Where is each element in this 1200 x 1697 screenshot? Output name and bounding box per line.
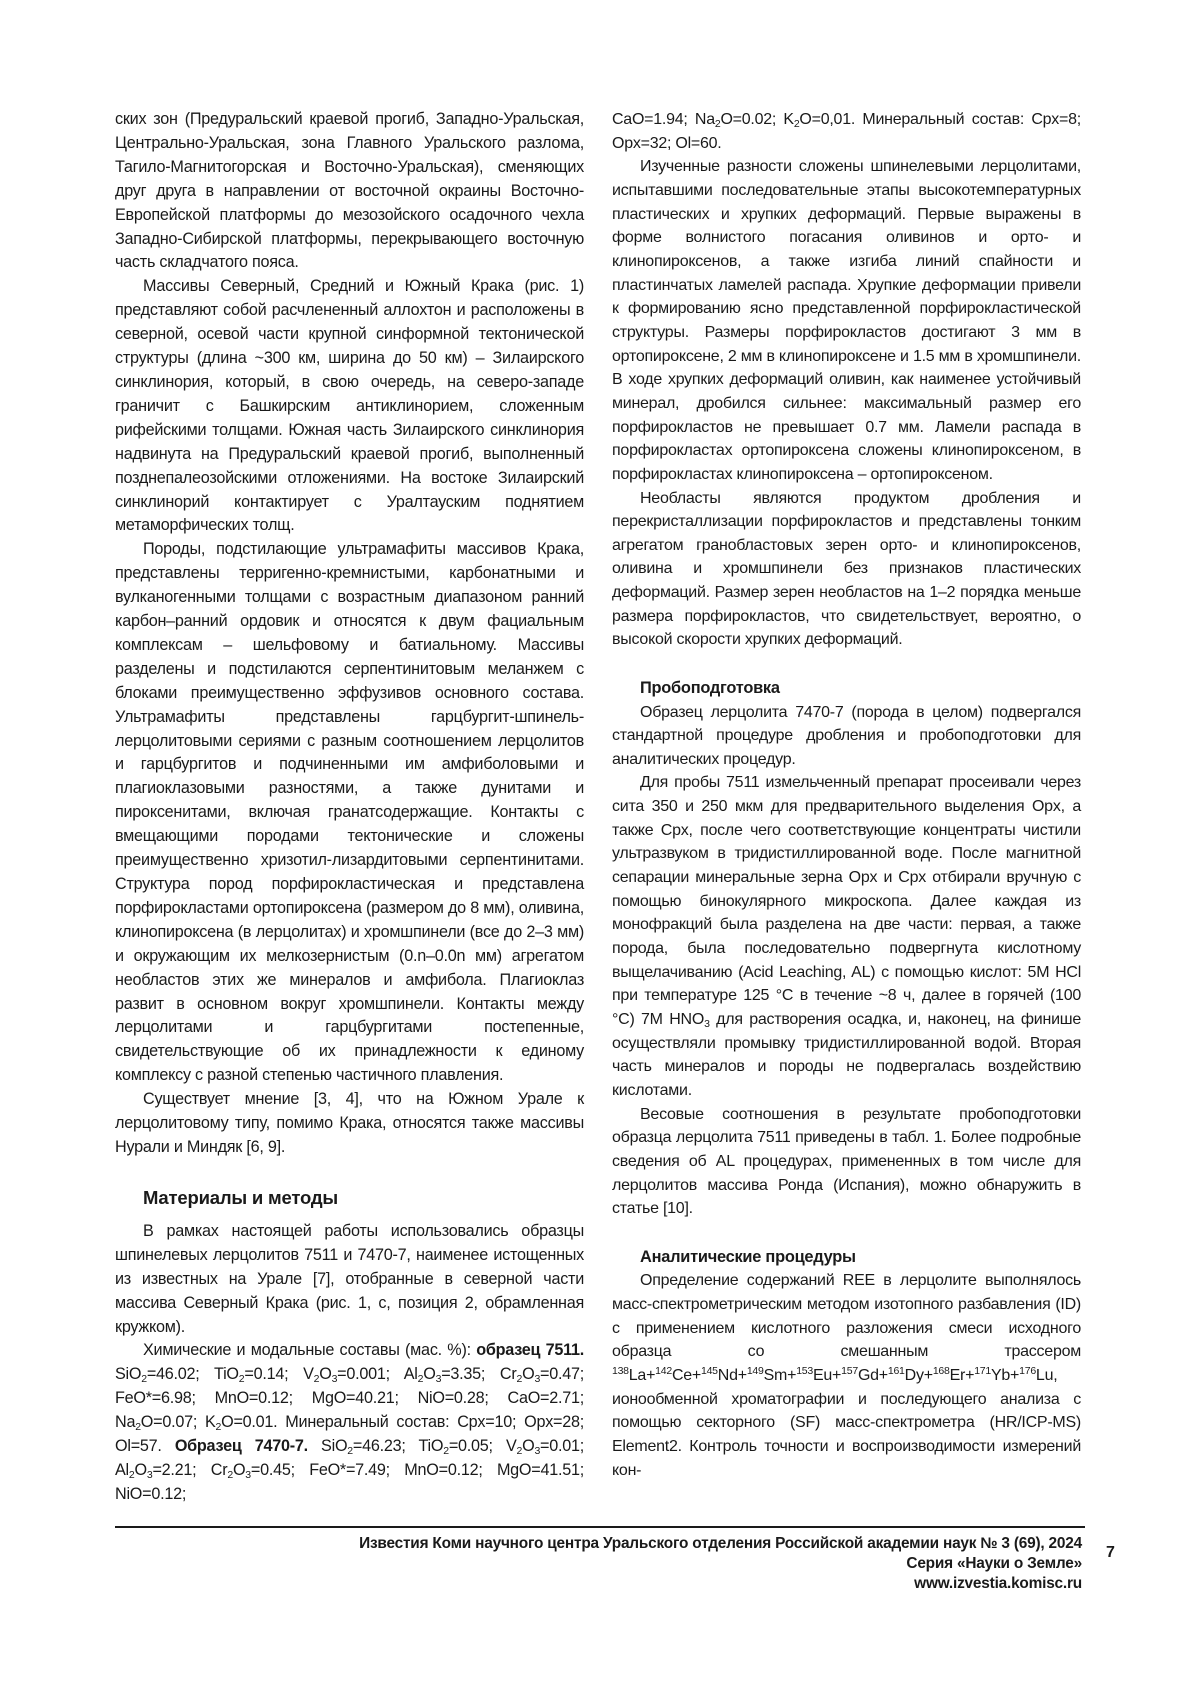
- text-run: Для пробы 7511 измельченный препарат просеивали через сита 350 и 250 мкм для предварительного выделения Opx, а также Cpx, после чего соответствующие концентраты чистили ультразвуком в тридистиллированной воде. После магнитной сепарации минеральные зерна Opx и Cpx отбирали вручную с помощью бинокулярного микроскопа. Далее каждая из монофракций была разделена на две части: первая, а также порода, была последовательно подвергнута кислотному выщелачиванию (Acid Leaching, AL) с помощью кислот: 5M HCl при температуре 125 °C в течение ~8 ч, далее в горячей (100 °C) 7M HNO: [612, 774, 1081, 1029]
- paragraph: Массивы Северный, Средний и Южный Крака (рис. 1) представляют собой расчлененный аллохтон и расположены в северной, осевой части крупной синформной тектонической структуры (длина ~300 км, ширина до 50 км) – Зилаирского синклинория, который, в свою очередь, на северо-западе граничит с Башкирским антиклинорием, сложенным рифейскими толщами. Южная часть Зилаирского синклинория надвинута на Предуральский краевой прогиб, выполненный позднепалеозойскими отложениями. На востоке Зилаирский синклинорий контактирует с Уралтауским поднятием метаморфических толщ.: [115, 277, 584, 535]
- paragraph: ских зон (Предуральский краевой прогиб, Западно-Уральская, Центрально-Уральская, зона Главного Уральского разлома, Тагило-Магнитогорская и Восточно-Уральская), сменяющих друг друга в направлении от восточной окраины Восточно-Европейской платформы до мезозойского осадочного чехла Западно-Сибирской платформы, перекрывающего восточную часть складчатого пояса.: [115, 110, 584, 272]
- isotope-superscript: 168: [932, 1364, 950, 1377]
- subscript: 2: [238, 1373, 245, 1386]
- text-run: =0.05; V: [448, 1437, 517, 1456]
- subscript: 3: [534, 1373, 541, 1386]
- subscript: 3: [704, 1018, 710, 1031]
- subscript: 2: [227, 1468, 233, 1481]
- isotope-superscript: 161: [887, 1364, 905, 1377]
- subscript: 2: [714, 118, 721, 130]
- subscript: 2: [347, 1445, 353, 1458]
- element-symbol: La+: [628, 1366, 656, 1384]
- text-run: O=0.07; K: [140, 1413, 216, 1432]
- text-run: Определение содержаний REE в лерцолите выполнялось масс-спектрометрическим методом изотопного разбавления (ID) с применением кислотного разложения смеси исходного образца со смешанным трассером: [612, 1272, 1081, 1361]
- paragraph: [612, 771, 1081, 1102]
- footer-divider: [115, 1526, 1085, 1528]
- isotope-superscript: 138: [612, 1364, 629, 1377]
- element-symbol: Dy+: [904, 1366, 933, 1384]
- isotope-superscript: 145: [701, 1364, 718, 1377]
- journal-website: www.izvestia.komisc.ru: [914, 1575, 1082, 1592]
- paragraph: Изученные разности сложены шпинелевыми лерцолитами, испытавшими последовательные этапы высокотемпературных пластических и хрупких деформаций. Первые выражены в форме волнистого погасания оливинов и орто- и клинопироксенов, а также изгиба линий спайности и пластинчатых ламелей распада. Хрупкие деформации привели к формированию ясно представленной порфирокластической структуры. Размеры порфирокластов достигают 3 мм в ортопироксене, 2 мм в клинопироксене и 1.5 мм в хромшпинели. В ходе хрупких деформаций оливин, как наименее устойчивый минерал, дробился сильнее: максимальный размер его порфирокластов не превышает 0.7 мм. Ламели распада в порфирокластах ортопироксена сложены клинопироксеном, в порфирокластах клинопироксена – ортопироксеном.: [612, 158, 1081, 483]
- isotope-superscript: 171: [974, 1364, 991, 1377]
- text-run: SiO: [115, 1365, 142, 1384]
- text-run: O=0.02; K: [720, 111, 794, 128]
- text-run: Химические и модальные составы (мас. %):: [143, 1341, 477, 1360]
- paragraph: Весовые соотношения в результате пробоподготовки образца лерцолита 7511 приведены в табл. 1. Более подробные сведения об AL процедурах, примененных в том числе для лерцолитов массива Ронда (Испания), можно обнаружить в статье [10].: [612, 1105, 1081, 1218]
- isotope-superscript: 157: [841, 1364, 858, 1377]
- isotope-superscript: 149: [746, 1364, 764, 1377]
- text-run: O: [522, 1437, 535, 1456]
- subscript: 2: [135, 1421, 141, 1434]
- isotope-superscript: 176: [1019, 1364, 1036, 1377]
- subscript: 2: [417, 1373, 424, 1386]
- text-run: =0.14; V: [244, 1365, 314, 1384]
- text-run: =0.47; FeO*=6.98; MnO=0.12; MgO=40.21; NiO=0.28; CaO=2.71; Na: [115, 1365, 584, 1432]
- subscript: 2: [128, 1468, 135, 1481]
- text-run: =0.01; Al: [115, 1437, 584, 1479]
- text-run: =3.35; Cr: [441, 1365, 517, 1384]
- paragraph: Необласты являются продуктом дробления и перекристаллизации порфирокластов и представлены тонким агрегатом гранобластовых зерен орто- и клинопироксенов, оливина и хромшпинели без признаков пластических деформаций. Размер зерен необластов на 1–2 порядка меньше размера порфирокластов, что свидетельствует, вероятно, о высокой скорости хрупких деформаций.: [612, 489, 1081, 649]
- subsection-heading: Аналитические процедуры: [640, 1247, 856, 1266]
- element-symbol: Yb+: [990, 1366, 1020, 1384]
- text-run: O: [423, 1365, 436, 1384]
- text-run: O=0.01. Минеральный состав: Cpx=10; Opx=28; Ol=57.: [115, 1413, 584, 1456]
- composition-paragraph: [612, 108, 1081, 155]
- composition-paragraph: [115, 1339, 584, 1506]
- element-symbol: Er+: [949, 1366, 975, 1384]
- element-symbol: Lu,: [1035, 1366, 1058, 1384]
- journal-series: Серия «Науки о Земле»: [906, 1555, 1082, 1572]
- page-number: 7: [1106, 1544, 1115, 1561]
- paragraph: [612, 1269, 1081, 1482]
- paragraph: Существует мнение [3, 4], что на Южном Урале к лерцолитовому типу, помимо Крака, относятся также массивы Нурали и Миндяк [6, 9].: [115, 1090, 584, 1156]
- element-symbol: Eu+: [812, 1366, 842, 1384]
- paragraph: Образец лерцолита 7470-7 (порода в целом) подвергался стандартной процедуре дробления и пробоподготовки для аналитических процедур.: [612, 703, 1081, 768]
- subscript: 3: [331, 1373, 338, 1386]
- text-run: O: [319, 1365, 332, 1384]
- text-run: O: [134, 1460, 147, 1479]
- isotope-superscript: 153: [796, 1364, 813, 1377]
- sample-label: образец 7511.: [476, 1341, 584, 1360]
- text-run: =46.02; TiO: [146, 1365, 239, 1384]
- element-symbol: Nd+: [717, 1366, 747, 1384]
- journal-title: Известия Коми научного центра Уральского отделения Российской академии наук № 3 (69), 2024: [359, 1535, 1082, 1552]
- left-column: [115, 108, 584, 1507]
- text-run: O: [522, 1365, 535, 1384]
- text-run: CaO=1.94; Na: [612, 111, 715, 128]
- text-run: ионообменной хроматографии и последующего анализа с помощью секторного (SF) масс-спектрометра (HR/ICP-MS) Element2. Контроль точности и воспроизводимости измерений кон-: [612, 1390, 1081, 1479]
- subscript: 3: [245, 1468, 251, 1481]
- text-run: для растворения осадка, и, наконец, на финише осуществляли промывку тридистиллированной водой. Вторая часть минералов и породы не подвергалась воздействию кислотами.: [612, 1011, 1082, 1099]
- journal-footer: [359, 1534, 1082, 1594]
- element-symbol: Gd+: [857, 1366, 888, 1384]
- subscript: 2: [313, 1373, 320, 1386]
- section-heading: Материалы и методы: [143, 1186, 338, 1208]
- element-symbol: Ce+: [671, 1366, 701, 1384]
- subscript: 2: [516, 1373, 523, 1386]
- paragraph: В рамках настоящей работы использовались образцы шпинелевых лерцолитов 7511 и 7470-7, наименее истощенных из известных на Урале [7], отобранные в северной части массива Северный Крака (рис. 1, c, позиция 2, обрамленная кружком).: [115, 1221, 584, 1336]
- text-run: =2.21; Cr: [152, 1460, 228, 1479]
- text-run: O: [232, 1460, 246, 1479]
- text-run: O=0,01. Минеральный состав: Cpx=8; Opx=32; Ol=60.: [612, 111, 1081, 152]
- subscript: 3: [146, 1468, 153, 1481]
- subscript: 2: [516, 1445, 523, 1458]
- subscript: 3: [435, 1373, 442, 1386]
- isotope-superscript: 142: [655, 1364, 672, 1377]
- subscript: 2: [793, 118, 800, 130]
- subscript: 2: [443, 1445, 449, 1458]
- text-run: =46.23; TiO: [352, 1437, 444, 1456]
- right-column: [612, 108, 1081, 1482]
- sample-label: Образец 7470-7.: [174, 1437, 308, 1456]
- subscript: 3: [534, 1445, 541, 1458]
- subsection-heading: Пробоподготовка: [640, 679, 780, 698]
- subscript: 2: [141, 1373, 147, 1386]
- element-symbol: Sm+: [763, 1366, 797, 1384]
- text-run: SiO: [307, 1437, 348, 1456]
- text-run: =0.001; Al: [337, 1365, 418, 1384]
- paragraph: Породы, подстилающие ультрамафиты массивов Крака, представлены терригенно-кремнистыми, карбонатными и вулканогенными толщами с возрастным диапазоном ранний карбон–ранний ордовик и относятся к двум фациальным комплексам – шельфовому и батиальному. Массивы разделены и подстилаются серпентинитовым меланжем с блоками преимущественно эффузивов основного состава. Ультрамафиты представлены гарцбургит-шпинель-лерцолитовыми сериями с разным соотношением лерцолитов и гарцбургитов и подчиненными им амфиболовыми и плагиоклазовыми разностями, а также дунитами и пироксенитами, включая гранатсодержащие. Контакты с вмещающими породами тектонические и сложены преимущественно хризотил-лизардитовыми серпентинитами. Структура пород порфирокластическая и представлена порфирокластами ортопироксена (размером до 8 мм), оливина, клинопироксена (в лерцолитах) и хромшпинели (все до 2–3 мм) и окружающим их мелкозернистым (0.n–0.0n мм) агрегатом необластов этих же минералов и амфибола. Плагиоклаз развит в основном вокруг хромшпинели. Контакты между лерцолитами и гарцбургитами постепенные, свидетельствующие об их принадлежности к единому комплексу с разной степенью частичного плавления.: [115, 540, 584, 1085]
- text-run: =0.45; FeO*=7.49; MnO=0.12; MgO=41.51; NiO=0.12;: [115, 1460, 584, 1503]
- subscript: 2: [215, 1421, 222, 1434]
